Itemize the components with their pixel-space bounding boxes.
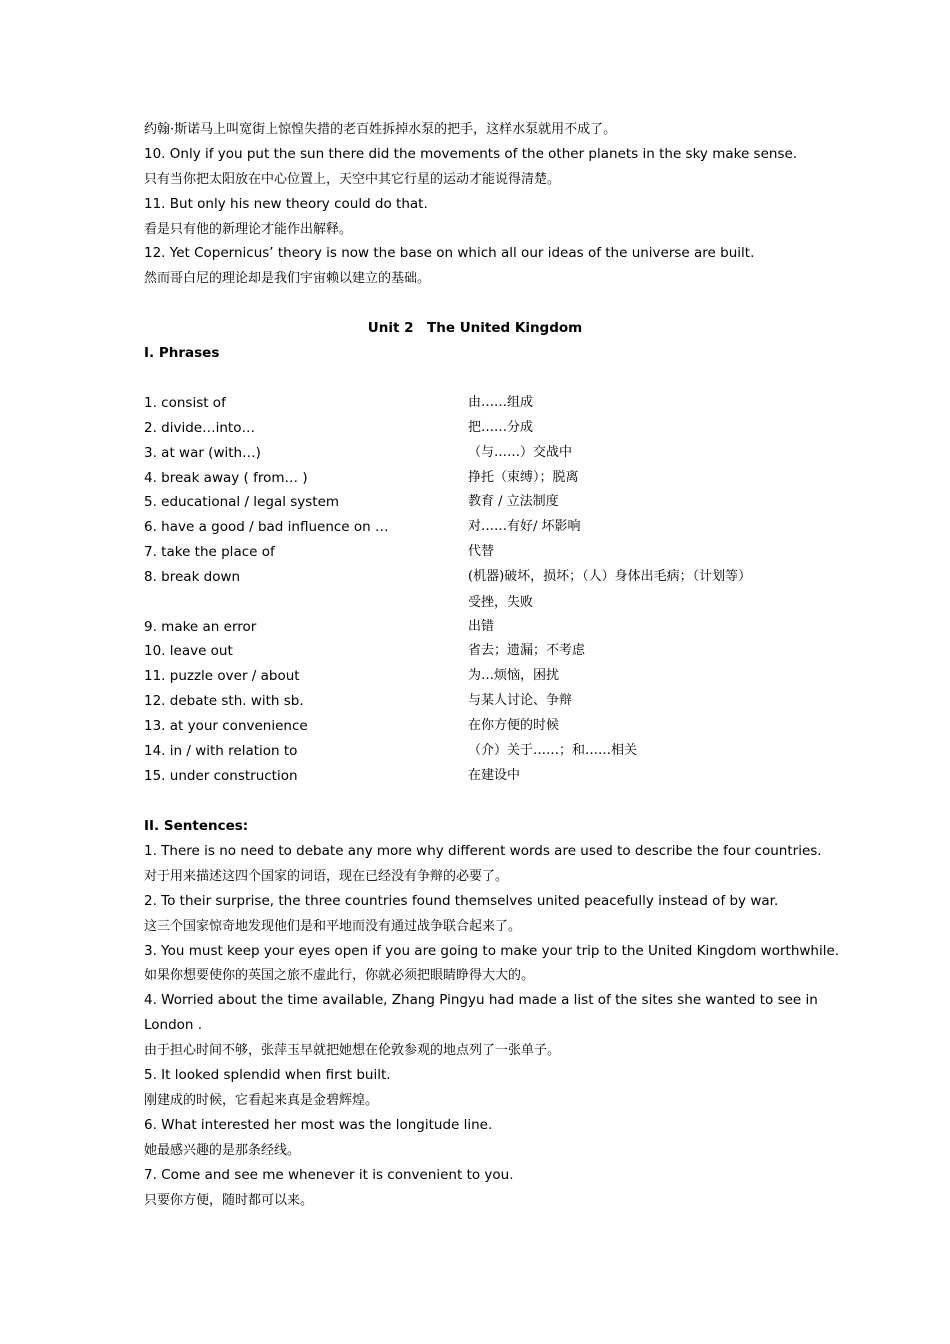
phrase-row <box>144 667 824 685</box>
phrase-english: 2. divide…into… <box>144 420 255 436</box>
phrase-english: 3. at war (with…) <box>144 445 261 461</box>
phrase-chinese: 出错 <box>468 619 495 634</box>
unit-title: Unit 2 The United Kingdom <box>367 320 583 336</box>
sentence-4-continued: London . <box>144 1017 203 1033</box>
sentence-5: 5. It looked splendid when first built. <box>144 1067 391 1083</box>
phrase-chinese: 把……分成 <box>468 420 534 435</box>
phrase-english: 8. break down <box>144 569 241 585</box>
sentence-4-translation: 由于担心时间不够，张萍玉早就把她想在伦敦参观的地点列了一张单子。 <box>144 1043 561 1058</box>
continued-sentence-10-translation: 只有当你把太阳放在中心位置上，天空中其它行星的运动才能说得清楚。 <box>144 172 561 187</box>
sentence-7: 7. Come and see me whenever it is convenient to you. <box>144 1167 514 1183</box>
phrases-heading: I. Phrases <box>144 345 220 361</box>
sentence-1: 1. There is no need to debate any more why different words are used to describe the four countries. <box>144 843 822 859</box>
phrase-chinese: 代替 <box>468 544 495 559</box>
continued-sentence-10: 10. Only if you put the sun there did the movements of the other planets in the sky make sense. <box>144 146 798 162</box>
phrase-english: 9. make an error <box>144 619 257 635</box>
phrase-row <box>144 518 824 536</box>
phrase-english: 14. in / with relation to <box>144 743 298 759</box>
phrase-chinese: （介）关于……；和……相关 <box>468 743 638 758</box>
sentence-5-translation: 刚建成的时候，它看起来真是金碧辉煌。 <box>144 1093 379 1108</box>
phrase-english: 11. puzzle over / about <box>144 668 300 684</box>
phrase-row <box>144 568 824 586</box>
phrase-chinese: 教育 / 立法制度 <box>468 494 559 509</box>
phrase-chinese: 在你方便的时候 <box>468 718 560 733</box>
sentence-2: 2. To their surprise, the three countries found themselves united peacefully instead of by war. <box>144 893 779 909</box>
sentence-2-translation: 这三个国家惊奇地发现他们是和平地而没有通过战争联合起来了。 <box>144 919 522 934</box>
phrase-chinese: 在建设中 <box>468 768 521 783</box>
phrase-chinese: 挣托（束缚）；脱离 <box>468 470 579 485</box>
phrase-chinese: 为…烦恼，困扰 <box>468 668 560 683</box>
phrase-chinese: (机器)破坏，损坏；（人）身体出毛病；（计划等） <box>468 569 752 584</box>
continued-sentence-9-translation: 约翰·斯诺马上叫宽街上惊惶失措的老百姓拆掉水泵的把手，这样水泵就用不成了。 <box>144 122 617 137</box>
sentence-6: 6. What interested her most was the longitude line. <box>144 1117 493 1133</box>
phrase-row <box>144 742 824 760</box>
sentence-3-translation: 如果你想要使你的英国之旅不虚此行，你就必须把眼睛睁得大大的。 <box>144 968 535 983</box>
phrase-english: 12. debate sth. with sb. <box>144 693 304 709</box>
phrase-row <box>144 594 824 612</box>
sentence-4: 4. Worried about the time available, Zhang Pingyu had made a list of the sites she wanted to see in <box>144 992 818 1008</box>
phrase-english: 13. at your convenience <box>144 718 308 734</box>
sentences-heading: II. Sentences: <box>144 818 249 834</box>
phrase-row <box>144 642 824 660</box>
phrase-english: 5. educational / legal system <box>144 494 340 510</box>
phrase-row <box>144 767 824 785</box>
phrase-english: 6. have a good / bad influence on … <box>144 519 389 535</box>
phrase-row <box>144 419 824 437</box>
phrase-chinese: 对……有好/ 坏影响 <box>468 519 581 534</box>
phrase-row <box>144 543 824 561</box>
sentence-6-translation: 她最感兴趣的是那条经线。 <box>144 1143 301 1158</box>
phrase-row <box>144 717 824 735</box>
phrase-chinese: 与某人讨论、争辩 <box>468 693 573 708</box>
phrase-english: 15. under construction <box>144 768 298 784</box>
phrase-row <box>144 692 824 710</box>
continued-sentence-11: 11. But only his new theory could do that. <box>144 196 428 212</box>
phrase-chinese: 由……组成 <box>468 395 534 410</box>
continued-sentence-12-translation: 然而哥白尼的理论却是我们宇宙赖以建立的基础。 <box>144 271 431 286</box>
phrase-row <box>144 444 824 462</box>
phrase-english: 1. consist of <box>144 395 226 411</box>
phrase-chinese: 受挫，失败 <box>468 595 534 610</box>
continued-sentence-11-translation: 看是只有他的新理论才能作出解释。 <box>144 222 353 237</box>
continued-sentence-12: 12. Yet Copernicus’ theory is now the base on which all our ideas of the universe are built. <box>144 245 755 261</box>
phrase-row <box>144 469 824 487</box>
phrase-row <box>144 493 824 511</box>
sentence-1-translation: 对于用来描述这四个国家的词语，现在已经没有争辩的必要了。 <box>144 869 509 884</box>
phrase-english: 10. leave out <box>144 643 233 659</box>
sentence-7-translation: 只要你方便，随时都可以来。 <box>144 1193 314 1208</box>
phrase-row <box>144 394 824 412</box>
phrase-chinese: 省去；遗漏；不考虑 <box>468 643 586 658</box>
phrase-chinese: （与……）交战中 <box>468 445 573 460</box>
sentence-3: 3. You must keep your eyes open if you are going to make your trip to the United Kingdom worthwhile. <box>144 943 840 959</box>
phrase-row <box>144 618 824 636</box>
phrase-english: 4. break away ( from… ) <box>144 470 308 486</box>
phrase-english: 7. take the place of <box>144 544 275 560</box>
